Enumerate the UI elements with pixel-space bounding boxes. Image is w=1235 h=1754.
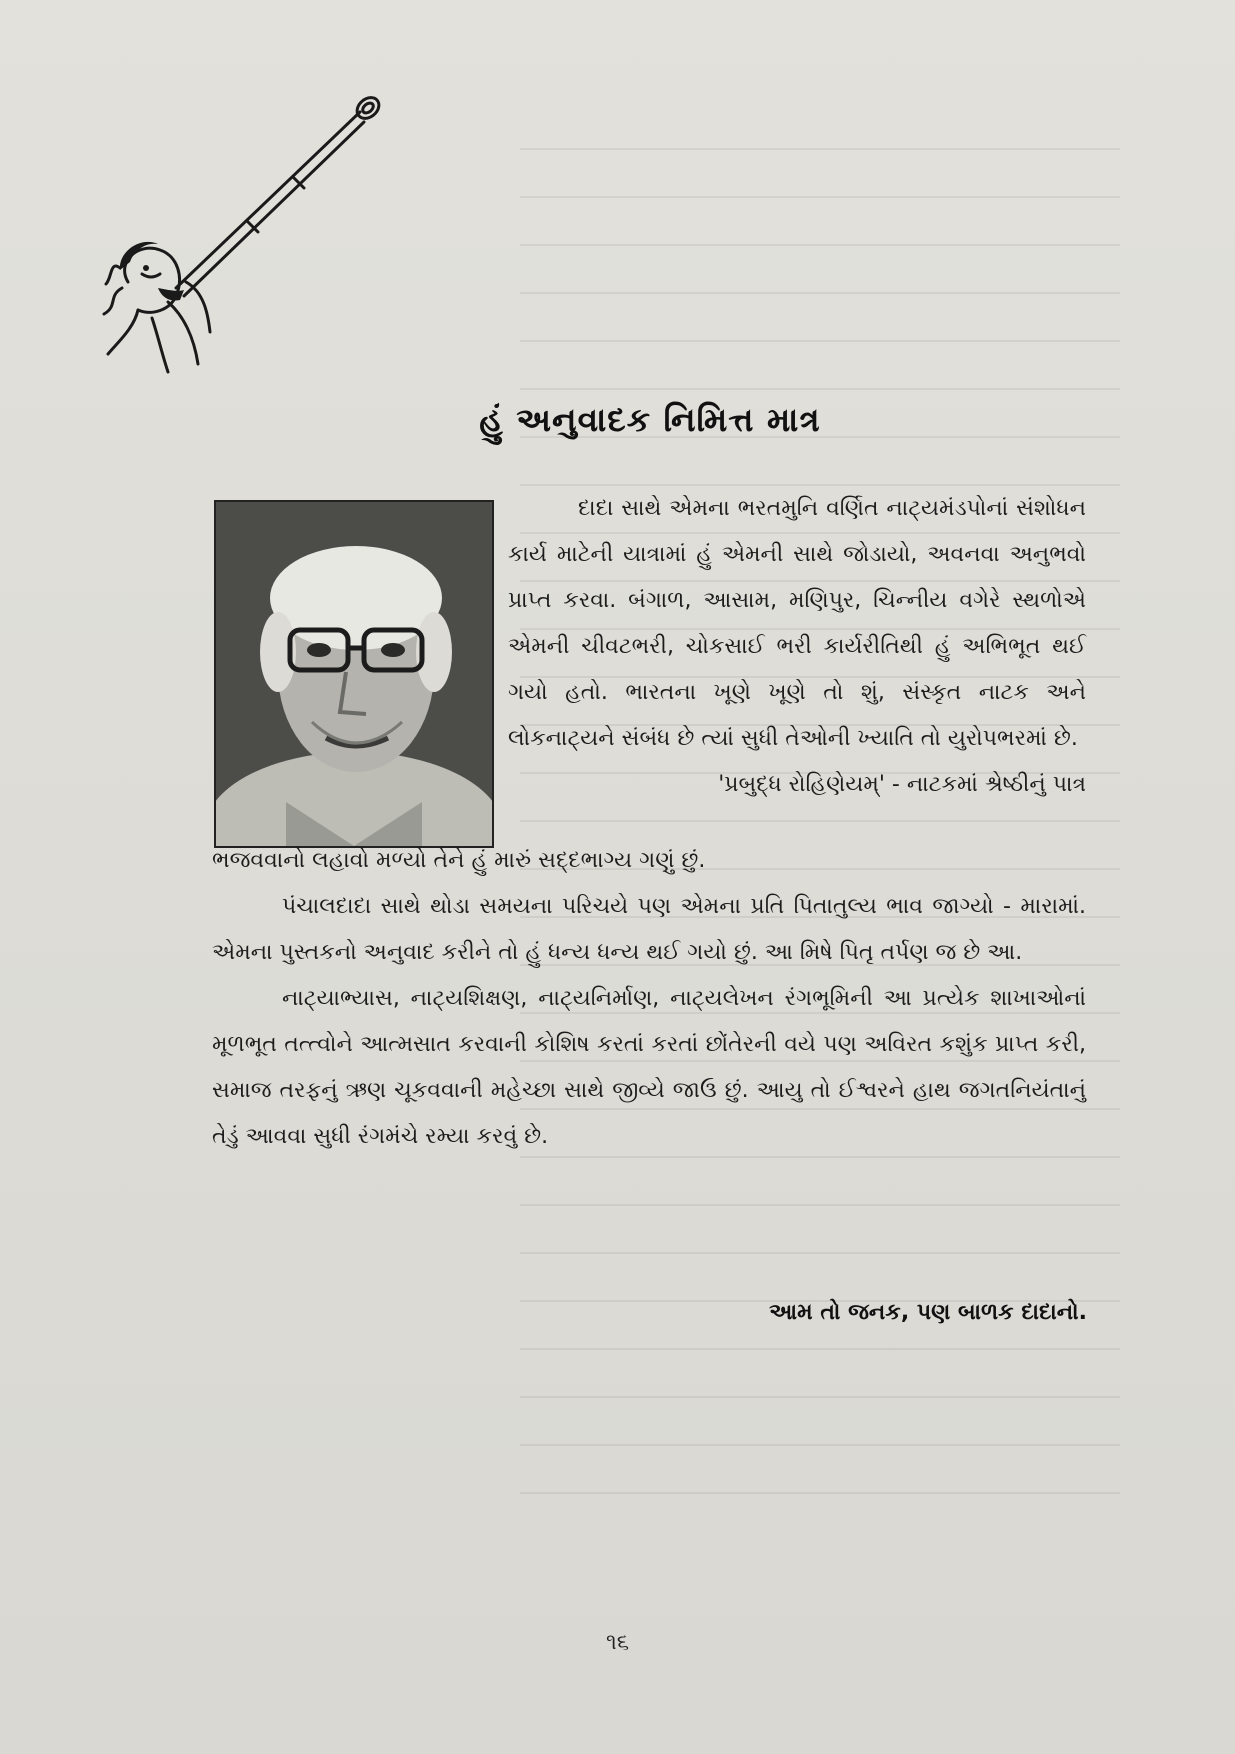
bleed-through-texture — [520, 120, 1120, 1500]
page-number: ૧૬ — [605, 1630, 630, 1655]
paragraph-4: નાટ્યાભ્યાસ, નાટ્યશિક્ષણ, નાટ્યનિર્માણ, નાટ્યલેખન રંગભૂમિની આ પ્રત્યેક શાખાઓનાં મૂળભૂત તત્ત્વોને આત્મસાત કરવાની કોશિષ કરતાં કરતાં છોંતેરની વયે પણ અવિરત કશુંક પ્રાપ્ત કરી, સમાજ તરફનું ઋણ ચૂકવવાની મહેચ્છા સાથે જીવ્યે જાઉ છું. આયુ તો ઈશ્વરને હાથ જગતનિયંતાનું તેડું આવવા સુધી રંગમંચે રમ્યા કરવું છે. — [212, 986, 1086, 1149]
paragraph-3: પંચાલદાદા સાથે થોડા સમયના પરિચયે પણ એમના પ્રતિ પિતાતુલ્ય ભાવ જાગ્યો - મારામાં. એમના પુસ્તકનો અનુવાદ કરીને તો હું ધન્ય ધન્ય થઈ ગયો છું. આ મિષે પિતૃ તર્પણ જ છે આ. — [212, 894, 1086, 965]
trumpeter-illustration-icon — [98, 92, 418, 382]
intro-paragraph: દાદા સાથે એમના ભરતમુનિ વર્ણિત નાટ્યમંડપોનાં સંશોધન કાર્ય માટેની યાત્રામાં હું એમની સાથે જોડાયો, અવનવા અનુભવો પ્રાપ્ત કરવા. બંગાળ, આસામ, મણિપુર, ચિન્નીય વગેરે સ્થળોએ એમની ચીવટભરી, ચોકસાઈ ભરી કાર્યરીતિથી હું અભિભૂત થઈ ગયો હતો. ભારતના ખૂણે ખૂણે તો શું, સંસ્કૃત નાટક અને લોકનાટ્યને સંબંધ છે ત્યાં સુધી તેઓની ખ્યાતિ તો યુરોપભરમાં છે. — [508, 496, 1086, 751]
paragraph-2-tail: ભજવવાનો લહાવો મળ્યો તેને હું મારું સદ્દભાગ્ય ગણું છું. — [212, 848, 706, 873]
author-photo — [214, 500, 494, 848]
intro-text-block — [508, 486, 1086, 808]
paragraph-2-head: 'પ્રબુદ્ધ રોહિણેયમ્' - નાટકમાં શ્રેષ્ઠીનું પાત્ર — [718, 772, 1086, 797]
author-portrait-icon — [216, 502, 492, 846]
main-text-block — [212, 838, 1086, 1160]
page-title: હું અનુવાદક નિમિત્ત માત્ર — [479, 400, 821, 439]
signoff-line: આમ તો જનક, પણ બાળક દાદાનો. — [769, 1300, 1087, 1325]
